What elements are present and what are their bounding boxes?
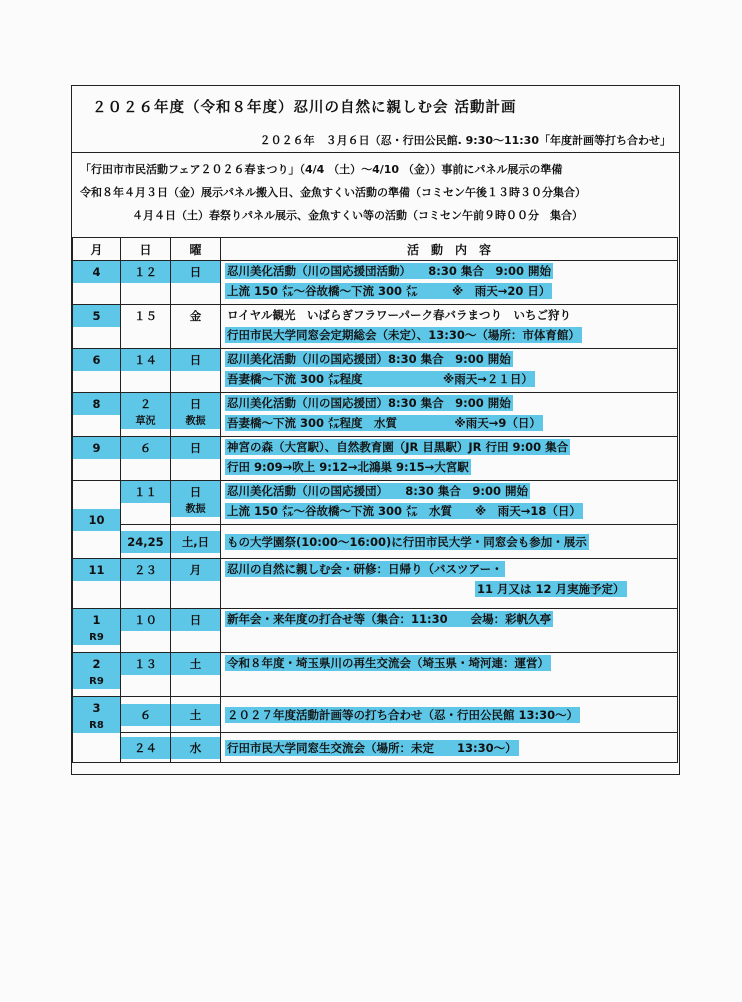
planning-meeting-line: ２０２６年 ３月６日（忍・行田公民館. 9:30～11:30「年度計画等打ち合わせ」 (259, 134, 671, 147)
day-cell: ２４ (121, 733, 171, 763)
table-row (73, 653, 678, 697)
month-cell: 10 (73, 481, 121, 559)
note-line: 「行田市市民活動フェア２０２６春まつり」（4/4 （土）～4/10 （金））事前にパネル展示の準備 (80, 163, 563, 176)
day-cell: １１ (121, 481, 171, 525)
activity-cell: もの大学園祭(10:00～16:00)に行田市民大学・同窓会も参加・展示 (221, 525, 678, 559)
weekday-cell: 日 (171, 437, 221, 481)
activity-cell: 令和８年度・埼玉県川の再生交流会（埼玉県・埼河連：運営） (221, 653, 678, 697)
activity-cell: 行田市民大学同窓生交流会（場所：未定 13:30～） (221, 733, 678, 763)
activity-cell: 忍川美化活動（川の国応援団） 8:30 集合 9:00 開始 上流 150 ㍍～谷故橋～下流 300 ㍍ 水質 ※ 雨天→18（日） (221, 481, 678, 525)
document-title: ２０２６年度（令和８年度）忍川の自然に親しむ会 活動計画 (92, 100, 517, 116)
month-cell: 3 R8 (73, 697, 121, 763)
activity-cell: 忍川美化活動（川の国応援団）8:30 集合 9:00 開始 吾妻橋～下流 300 ㍍程度 水質 ※雨天→9（日） (221, 393, 678, 437)
weekday-cell: 土 (171, 653, 221, 697)
day-cell: ２３ (121, 559, 171, 609)
day-cell: １５ (121, 305, 171, 349)
table-row (73, 525, 678, 559)
day-header: 日 (121, 238, 171, 261)
weekday-cell: 土,日 (171, 525, 221, 559)
day-cell: ６ (121, 697, 171, 733)
day-cell: １２ (121, 261, 171, 305)
table-row (73, 481, 678, 525)
table-row (73, 697, 678, 733)
activity-table (72, 237, 678, 763)
note-line: ４月４日（土）春祭りパネル展示、金魚すくい等の活動（コミセン午前９時００分 集合） (132, 209, 583, 222)
weekday-header: 曜 (171, 238, 221, 261)
day-cell: ２ 草況 (121, 393, 171, 437)
month-cell: 2 R9 (73, 653, 121, 697)
table-row (73, 261, 678, 305)
weekday-cell: 水 (171, 733, 221, 763)
divider (72, 152, 679, 153)
table-row (73, 393, 678, 437)
table-row (73, 437, 678, 481)
weekday-cell: 日 教振 (171, 393, 221, 437)
weekday-cell: 日 (171, 609, 221, 653)
table-row (73, 305, 678, 349)
month-cell: 4 (73, 261, 121, 305)
activity-cell: ２０２７年度活動計画等の打ち合わせ（忍・行田公民館 13:30～） (221, 697, 678, 733)
note-line: 令和８年４月３日（金）展示パネル搬入日、金魚すくい活動の準備（コミセン午後１３時３０分集合） (80, 186, 586, 199)
weekday-cell: 金 (171, 305, 221, 349)
month-cell: 6 (73, 349, 121, 393)
table-header-row (73, 238, 678, 261)
schedule-sheet (71, 85, 680, 775)
month-cell: 1 R9 (73, 609, 121, 653)
table-row (73, 733, 678, 763)
table-row (73, 349, 678, 393)
activity-cell: 神宮の森（大宮駅）、自然教育園（JR 目黒駅）JR 行田 9:00 集合 行田 9:09→吹上 9:12→北鴻巣 9:15→大宮駅 (221, 437, 678, 481)
day-cell: １０ (121, 609, 171, 653)
day-cell: １３ (121, 653, 171, 697)
activity-cell: 忍川美化活動（川の国応援団活動） 8:30 集合 9:00 開始 上流 150 ㍍～谷故橋～下流 300 ㍍ ※ 雨天→20 日） (221, 261, 678, 305)
table-row (73, 559, 678, 609)
month-cell: 8 (73, 393, 121, 437)
activity-header: 活 動 内 容 (221, 238, 678, 261)
weekday-cell: 月 (171, 559, 221, 609)
weekday-cell: 土 (171, 697, 221, 733)
activity-cell: 新年会・来年度の打合せ等（集合：11:30 会場：彩帆久亭 (221, 609, 678, 653)
month-header: 月 (73, 238, 121, 261)
activity-cell: ロイヤル観光 いばらぎフラワーパーク春バラまつり いちご狩り 行田市民大学同窓会定期総会（未定）、13:30～（場所：市体育館） (221, 305, 678, 349)
table-row (73, 609, 678, 653)
weekday-cell: 日 (171, 261, 221, 305)
weekday-cell: 日 (171, 349, 221, 393)
activity-cell: 忍川美化活動（川の国応援団）8:30 集合 9:00 開始 吾妻橋～下流 300 ㍍程度 ※雨天→２１日） (221, 349, 678, 393)
month-cell: 9 (73, 437, 121, 481)
month-cell: 5 (73, 305, 121, 349)
month-cell: 11 (73, 559, 121, 609)
activity-cell: 忍川の自然に親しむ会・研修：日帰り（バスツアー・ 11 月又は 12 月実施予定） (221, 559, 678, 609)
day-cell: ６ (121, 437, 171, 481)
weekday-cell: 日 教振 (171, 481, 221, 525)
day-cell: １４ (121, 349, 171, 393)
day-cell: 24,25 (121, 525, 171, 559)
